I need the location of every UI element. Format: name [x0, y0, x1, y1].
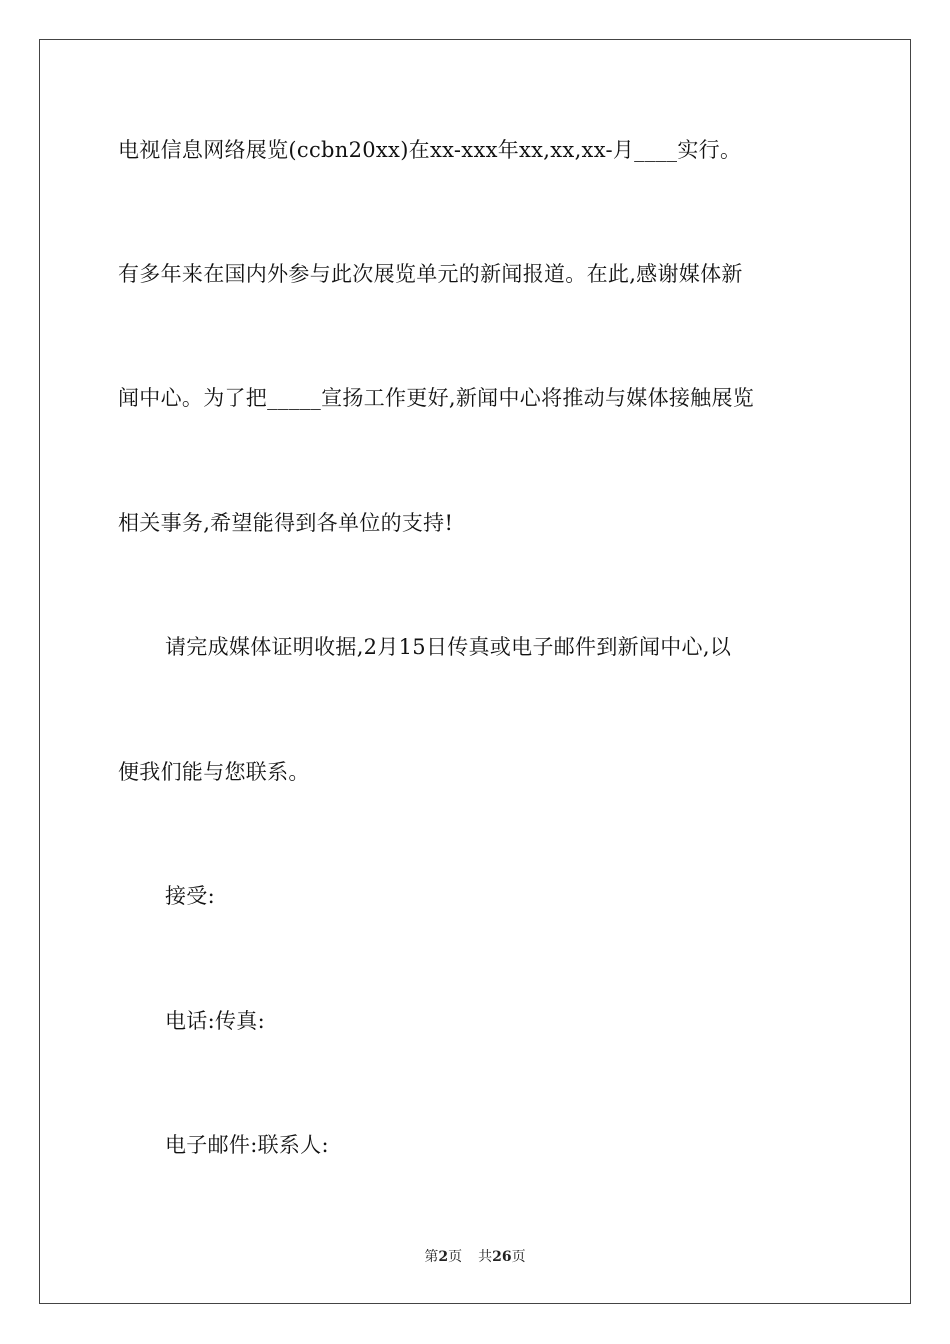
paragraph-line-5: 请完成媒体证明收据,2月15日传真或电子邮件到新闻中心,以	[165, 635, 732, 659]
paragraph-line-4: 相关事务,希望能得到各单位的支持!	[118, 511, 454, 535]
phone-fax-field: 电话:传真:	[165, 1009, 265, 1033]
total-prefix: 共	[478, 1249, 493, 1265]
page-prefix: 第	[424, 1249, 439, 1265]
total-suffix: 页	[511, 1249, 526, 1265]
paragraph-line-6: 便我们能与您联系。	[118, 760, 310, 784]
total-page-number: 26	[492, 1249, 512, 1265]
email-contact-field: 电子邮件:联系人:	[165, 1133, 329, 1157]
receiver-field: 接受:	[165, 884, 215, 908]
paragraph-line-3: 闻中心。为了把_____宣扬工作更好,新闻中心将推动与媒体接触展览	[118, 386, 755, 410]
page-number-footer	[0, 1247, 950, 1267]
current-page-number: 2	[438, 1249, 449, 1265]
page-suffix: 页	[448, 1249, 463, 1265]
paragraph-line-2: 有多年来在国内外参与此次展览单元的新闻报道。在此,感谢媒体新	[118, 262, 743, 286]
page-border	[39, 39, 911, 1304]
paragraph-line-1: 电视信息网络展览(ccbn20xx)在xx-xxx年xx,xx,xx-月____实行。	[118, 138, 742, 162]
